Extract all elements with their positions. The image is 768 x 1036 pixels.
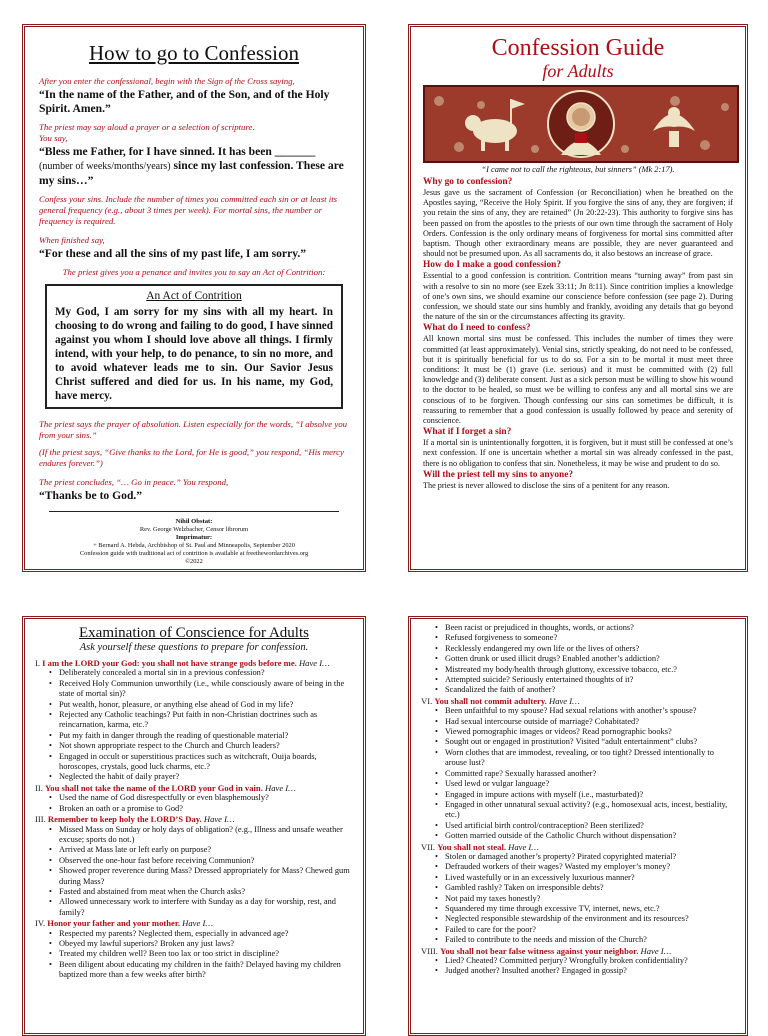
question-item: • Deliberately concealed a mortal sin in a previous confession? bbox=[49, 668, 353, 678]
commandment-number: III. bbox=[35, 814, 48, 825]
examination-title: Examination of Conscience for Adults bbox=[79, 625, 309, 641]
section-heading: What if I forget a sin? bbox=[423, 427, 512, 438]
section-heading: Will the priest tell my sins to anyone? bbox=[423, 469, 574, 480]
archbishop: + Bernard A. Hebda, Archbishop of St. Paul and Minneapolis, September 2020 bbox=[93, 542, 295, 549]
question-item: • Treated my children well? Been too lax or too strict in discipline? bbox=[49, 949, 353, 959]
instruction: You say, bbox=[39, 133, 68, 143]
religious-artwork bbox=[423, 85, 739, 163]
website-note: Confession guide with traditional act of contrition is available at freethewordarchives.org bbox=[79, 550, 309, 557]
question-item: • Used the name of God disrespectfully or even blasphemously? bbox=[49, 793, 353, 803]
spoken-line-note: (number of weeks/months/years) bbox=[39, 161, 171, 172]
question-item: • Missed Mass on Sunday or holy days of obligation? (e.g., Illness and unsafe weather excuse; sports do not.) bbox=[49, 825, 353, 846]
question-item: • Engaged in occult or superstitious practices such as witchcraft, Ouija boards, horoscopes, crystals, good luck charms, etc.? bbox=[49, 752, 353, 773]
commandment-number: VII. bbox=[421, 841, 438, 852]
commandment-number: II. bbox=[35, 782, 46, 793]
commandment-number: I. bbox=[35, 658, 43, 668]
imprimatur-label: Imprimatur: bbox=[175, 534, 213, 541]
spoken-line: “For these and all the sins of my past life, I am sorry.” bbox=[39, 247, 307, 260]
have-i-prompt: Have I… bbox=[548, 695, 580, 706]
question-item: • Not shown appropriate respect to the Church and Church leaders? bbox=[49, 741, 353, 751]
section-body: All known mortal sins must be confessed. This includes the number of times they were committed (at least approximately). Venial sins, strictly speaking, do not need to be confessed, but it is spiritually beneficial for us to do so. For a sin to be mortal it must meet three conditions: It must be (1) grave (i.e. serious) and it must be committed with (2) full knowledge and (3) deliberate consent. Just as a sick person must be willing to show his wound to the doctor to be healed, so must we be willing to confess any and all mortal sins we are conscious of to be forgiven. Though confessing our sins can sometimes be difficult, it is reassuring to remember that a good confession is usually followed by peace and serenity of conscience. bbox=[423, 334, 733, 426]
commandment-heading bbox=[35, 918, 353, 928]
commandment-text: You shall not commit adultery. bbox=[434, 695, 547, 706]
question-item: • Used artificial birth control/contraception? Been sterilized? bbox=[435, 821, 735, 831]
question-item: • Rejected any Catholic teachings? Put faith in non-Christian doctrines such as reincarnation, karma, etc.? bbox=[49, 710, 353, 731]
commandment-text: Remember to keep holy the LORD’S Day. bbox=[47, 814, 202, 825]
question-list bbox=[35, 793, 353, 814]
christ-figure-icon bbox=[548, 91, 614, 157]
contrition-text: My God, I am sorry for my sins with all my heart. In choosing to do wrong and failing to do good, I have sinned against you whom I should love above all things. I firmly intend, with your help, to do penance, to sin no more, and to avoid whatever leads me to sin. Our Savior Jesus Christ suffered and died for us. In his name, my God, have mercy. bbox=[55, 306, 333, 402]
question-item: • Failed to contribute to the needs and mission of the Church? bbox=[435, 935, 735, 945]
commandment-number: VI. bbox=[421, 695, 435, 706]
question-item: • Received Holy Communion unworthily (i.e., while consciously aware of being in the state of mortal sin)? bbox=[49, 679, 353, 700]
confession-guide-panel bbox=[408, 24, 748, 572]
question-item: • Gambled rashly? Taken on irresponsible debts? bbox=[435, 883, 735, 893]
commandment-heading bbox=[421, 696, 735, 706]
question-item: • Committed rape? Sexually harassed another? bbox=[435, 769, 735, 779]
question-item: • Fasted and abstained from meat when the Church asks? bbox=[49, 887, 353, 897]
question-item: • Not paid my taxes honestly? bbox=[435, 894, 735, 904]
question-item: • Showed proper reverence during Mass? Dressed appropriately for Mass? Chewed gum during Mass? bbox=[49, 866, 353, 887]
question-item: • Gotten married outside of the Catholic Church without dispensation? bbox=[435, 831, 735, 841]
question-item: • Judged another? Insulted another? Engaged in gossip? bbox=[435, 966, 735, 976]
question-list bbox=[35, 668, 353, 782]
section-heading: What do I need to confess? bbox=[423, 323, 531, 334]
instruction: Confess your sins. Include the number of times you committed each sin or at least its general frequency (e.g., about 3 times per week). For mortal sins, the number or frequency is required. bbox=[39, 194, 338, 226]
question-item: • Neglected responsible stewardship of the environment and its resources? bbox=[435, 914, 735, 924]
have-i-prompt: Have I… bbox=[265, 782, 296, 793]
commandment-heading bbox=[421, 946, 735, 956]
question-list bbox=[421, 852, 735, 946]
guide-title: Confession Guide bbox=[491, 35, 665, 61]
question-list bbox=[35, 929, 353, 981]
question-item: • Mistreated my body/health through gluttony, excessive tobacco, etc.? bbox=[435, 665, 735, 675]
panel-title: How to go to Confession bbox=[89, 41, 299, 65]
commandment-text: You shall not take the name of the LORD your God in vain. bbox=[45, 782, 263, 793]
examination-panel bbox=[22, 616, 366, 1036]
contrition-title: An Act of Contrition bbox=[146, 290, 242, 302]
artwork-illustration bbox=[425, 87, 737, 161]
instruction: (If the priest says, “Give thanks to the Lord, for He is good,” you respond, “His mercy endures forever.”) bbox=[39, 447, 344, 468]
section-heading: Why go to confession? bbox=[423, 177, 513, 187]
commandment-list bbox=[421, 696, 735, 977]
have-i-prompt: Have I… bbox=[640, 945, 672, 956]
examination-continued-panel bbox=[408, 616, 748, 1036]
question-item: • Put my faith in danger through the reading of questionable material? bbox=[49, 731, 353, 741]
instruction: The priest gives you a penance and invites you to say an Act of Contrition: bbox=[62, 267, 326, 277]
commandment-number: VIII. bbox=[421, 945, 441, 956]
instruction: The priest may say aloud a prayer or a selection of scripture. bbox=[39, 122, 255, 132]
question-item: • Broken an oath or a promise to God? bbox=[49, 804, 353, 814]
question-item: • Respected my parents? Neglected them, especially in advanced age? bbox=[49, 929, 353, 939]
section-heading: How do I make a good confession? bbox=[423, 260, 562, 271]
section-body: If a mortal sin is unintentionally forgotten, it is forgiven, but it must still be confessed at one’s next confession. If one is uncertain whether a mortal sin was already confessed in the past, there is no obligation to confess that sin. Nonetheless, it may be wise and prudent to do so. bbox=[423, 438, 733, 468]
spoken-line-part: “Bless me Father, for I have sinned. It has been _______ bbox=[39, 145, 316, 158]
approval-block bbox=[39, 518, 349, 566]
question-item: • Recklessly endangered my own life or the lives of others? bbox=[435, 644, 735, 654]
question-item: • Defrauded workers of their wages? Wasted my employer’s money? bbox=[435, 862, 735, 872]
commandment-number: IV. bbox=[35, 918, 48, 929]
commandment-heading bbox=[35, 814, 353, 824]
question-item: • Engaged in other unnatural sexual activity? (e.g., homosexual acts, incest, bestiality, etc.) bbox=[435, 800, 735, 821]
question-item: • Sought out or engaged in prostitution? Visited “adult entertainment” clubs? bbox=[435, 737, 735, 747]
spoken-line: “Thanks be to God.” bbox=[39, 489, 143, 502]
question-item: • Arrived at Mass late or left early on purpose? bbox=[49, 845, 353, 855]
question-item: • Lived wastefully or in an excessively luxurious manner? bbox=[435, 873, 735, 883]
section-body: The priest is never allowed to disclose the sins of a penitent for any reason. bbox=[423, 480, 670, 490]
section-body: Jesus gave us the sacrament of Confession (or Reconciliation) when he breathed on the Apostles saying, “Receive the Holy Spirit. If you forgive the sins of any, they are forgiven; if you retain the sins of any, they are retained” (Jn 20:22-23). This authority to forgive sins has been passed on from the apostles to the priests of our own time through the sacrament of Holy Orders. Confession is the only ordinary means of forgiveness for mortal sins committed after baptism. Though other extraordinary means are possible, they are never guaranteed and should not be presumed upon. As all sacraments do, it also bestows an increase of grace. bbox=[423, 188, 733, 259]
question-item: • Worn clothes that are immodest, revealing, or too tight? Dressed intentionally to arouse lust? bbox=[435, 748, 735, 769]
commandment-list bbox=[35, 658, 353, 981]
examination-subtitle: Ask yourself these questions to prepare for confession. bbox=[79, 642, 309, 653]
divider bbox=[49, 511, 339, 512]
question-item: • Had sexual intercourse outside of marriage? Cohabitated? bbox=[435, 717, 735, 727]
how-to-confess-panel bbox=[22, 24, 366, 572]
faq-sections bbox=[423, 177, 733, 491]
instruction: The priest concludes, “… Go in peace.” You respond, bbox=[39, 477, 229, 487]
question-item: • Observed the one-hour fast before receiving Communion? bbox=[49, 856, 353, 866]
commandment-heading bbox=[421, 842, 735, 852]
question-item: • Engaged in impure actions with myself (i.e., masturbated)? bbox=[435, 790, 735, 800]
question-list bbox=[421, 706, 735, 841]
copyright: ©2022 bbox=[185, 558, 203, 565]
question-item: • Been unfaithful to my spouse? Had sexual relations with another’s spouse? bbox=[435, 706, 735, 716]
question-item: • Scandalized the faith of another? bbox=[435, 685, 735, 695]
spoken-line: “In the name of the Father, and of the Son, and of the Holy Spirit. Amen.” bbox=[39, 88, 330, 115]
act-of-contrition-box bbox=[45, 284, 343, 409]
question-item: • Viewed pornographic images or videos? Read pornographic books? bbox=[435, 727, 735, 737]
question-item: • Used lewd or vulgar language? bbox=[435, 779, 735, 789]
question-item: • Put wealth, honor, pleasure, or anything else ahead of God in my life? bbox=[49, 700, 353, 710]
censor: Rev. George Welzbacher, Censor librorum bbox=[139, 526, 249, 533]
question-item: • Lied? Cheated? Committed perjury? Wrongfully broken confidentiality? bbox=[435, 956, 735, 966]
spoken-line bbox=[39, 145, 349, 188]
question-item: • Allowed unnecessary work to interfere with Sunday as a day for worship, rest, and family? bbox=[49, 897, 353, 918]
question-item: • Failed to care for the poor? bbox=[435, 925, 735, 935]
question-item: • Been racist or prejudiced in thoughts, words, or actions? bbox=[435, 623, 735, 633]
commandment-text: Honor your father and your mother. bbox=[47, 918, 181, 929]
have-i-prompt: Have I… bbox=[182, 918, 213, 929]
question-list bbox=[35, 825, 353, 919]
question-item: • Obeyed my lawful superiors? Broken any just laws? bbox=[49, 939, 353, 949]
commandment-heading bbox=[35, 783, 353, 793]
have-i-prompt: Have I… bbox=[298, 658, 330, 668]
question-item: • Attempted suicide? Seriously entertained thoughts of it? bbox=[435, 675, 735, 685]
question-item: • Stolen or damaged another’s property? Pirated copyrighted material? bbox=[435, 852, 735, 862]
question-item: • Gotten drunk or used illicit drugs? Enabled another’s addiction? bbox=[435, 654, 735, 664]
question-list bbox=[421, 956, 735, 977]
commandment-text: You shall not steal. bbox=[437, 841, 506, 852]
have-i-prompt: Have I… bbox=[203, 814, 235, 825]
commandment-text: You shall not bear false witness against your neighbor. bbox=[440, 945, 639, 956]
spoken-line-part: since my last confession. These are my sins…” bbox=[39, 159, 344, 187]
question-item: • Refused forgiveness to someone? bbox=[435, 633, 735, 643]
commandment-text: I am the LORD your God: you shall not have strange gods before me. bbox=[42, 658, 297, 668]
nihil-label: Nihil Obstat: bbox=[175, 518, 213, 525]
question-list bbox=[421, 623, 735, 696]
commandment-heading bbox=[35, 658, 353, 668]
scripture-quote: “I came not to call the righteous, but sinners” (Mk 2:17). bbox=[481, 165, 675, 174]
instruction: When finished say, bbox=[39, 235, 105, 245]
instruction: After you enter the confessional, begin with the Sign of the Cross saying, bbox=[39, 76, 295, 86]
have-i-prompt: Have I… bbox=[508, 841, 539, 852]
instruction: The priest says the prayer of absolution. Listen especially for the words, “I absolve you from your sins.” bbox=[39, 419, 348, 440]
guide-subtitle: for Adults bbox=[542, 61, 614, 81]
question-item: • Squandered my time through excessive TV, internet, news, etc.? bbox=[435, 904, 735, 914]
question-item: • Neglected the habit of daily prayer? bbox=[49, 772, 353, 782]
section-body: Essential to a good confession is contrition. Contrition means “turning away” from past sin with a resolve to sin no more (see Ezek 33:11; Jn 8:11). Since contrition implies a knowledge of one’s own sins, we should examine our conscience before confession (see page 2). During confession, we should state our sins humbly and frankly, avoiding any details that go beyond the nature of the sin or the circumstances affecting its gravity. bbox=[423, 271, 733, 322]
question-item: • Been diligent about educating my children in the faith? Delayed having my children baptized more than a few weeks after birth? bbox=[49, 960, 353, 981]
